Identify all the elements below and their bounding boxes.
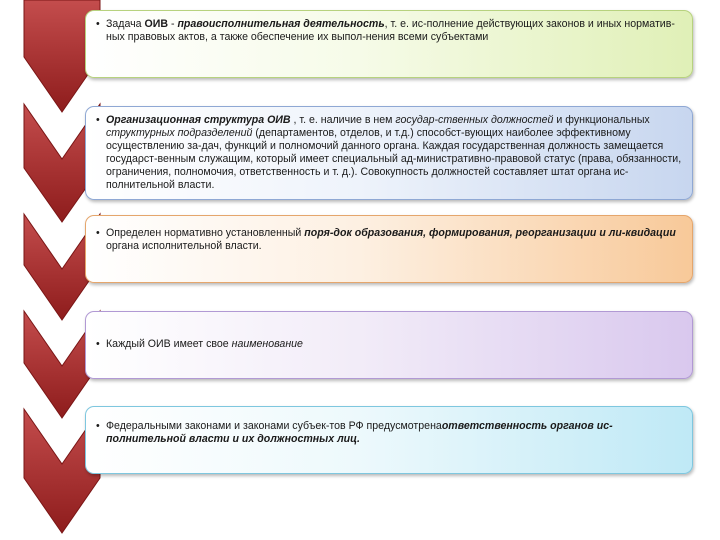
text-segment: - bbox=[168, 18, 178, 30]
block-3-text bbox=[96, 227, 682, 253]
block-2-text bbox=[96, 114, 682, 192]
bullet-icon: • bbox=[96, 420, 100, 432]
block-4 bbox=[85, 311, 693, 379]
text-segment: Задача bbox=[106, 18, 145, 30]
text-segment: Каждый ОИВ имеет свое bbox=[106, 338, 232, 350]
block-4-text bbox=[96, 338, 682, 351]
text-segment: структурных подразделений bbox=[106, 127, 253, 139]
block-1-text bbox=[96, 18, 682, 44]
text-segment: Организационная структура ОИВ bbox=[106, 114, 291, 126]
text-segment: Федеральными законами и законами субъек-тов РФ предусмотрена bbox=[106, 420, 442, 432]
text-segment: , т. е. ис-полнение действующих законов и иных норматив-ных правовых актов, а также обеспечение их выпол-нения всеми субъектами bbox=[106, 18, 675, 43]
text-segment: наименование bbox=[231, 338, 303, 350]
bullet-icon: • bbox=[96, 338, 100, 350]
text-segment: органа исполнительной власти. bbox=[106, 240, 262, 252]
text-segment: поря-док образования, формирования, реорганизации и ли-квидации bbox=[304, 227, 676, 239]
bullet-icon: • bbox=[96, 18, 100, 30]
text-segment: Определен нормативно установленный bbox=[106, 227, 305, 239]
block-3 bbox=[85, 215, 693, 283]
text-segment: правоисполнительная деятельность bbox=[177, 18, 385, 30]
text-segment: и функциональных bbox=[553, 114, 650, 126]
bullet-icon: • bbox=[96, 114, 100, 126]
block-5 bbox=[85, 406, 693, 474]
text-segment: ответственность органов ис-полнительной власти и их должностных лиц. bbox=[106, 420, 613, 445]
text-segment: (департаментов, отделов, и т.д.) способст-вующих наиболее эффективному осуществлению за-дач, функций и полномочий данного органа. Каждая государственная должность замещается госудаρст-венным служащим, который имеет специальный ад-министративно-правовой статус (права, обязанности, ограничения, полномочия, ответственность и т. д.). Совокупность должностей составляет штат органа ис-полнительной власти. bbox=[106, 127, 682, 191]
text-segment: государ-ственных должностей bbox=[395, 114, 554, 126]
block-1 bbox=[85, 10, 693, 78]
block-5-text bbox=[96, 420, 682, 446]
text-segment: , т. е. наличие в нем bbox=[290, 114, 396, 126]
text-segment: ОИВ bbox=[144, 18, 169, 30]
block-2 bbox=[85, 106, 693, 200]
bullet-icon: • bbox=[96, 227, 100, 239]
